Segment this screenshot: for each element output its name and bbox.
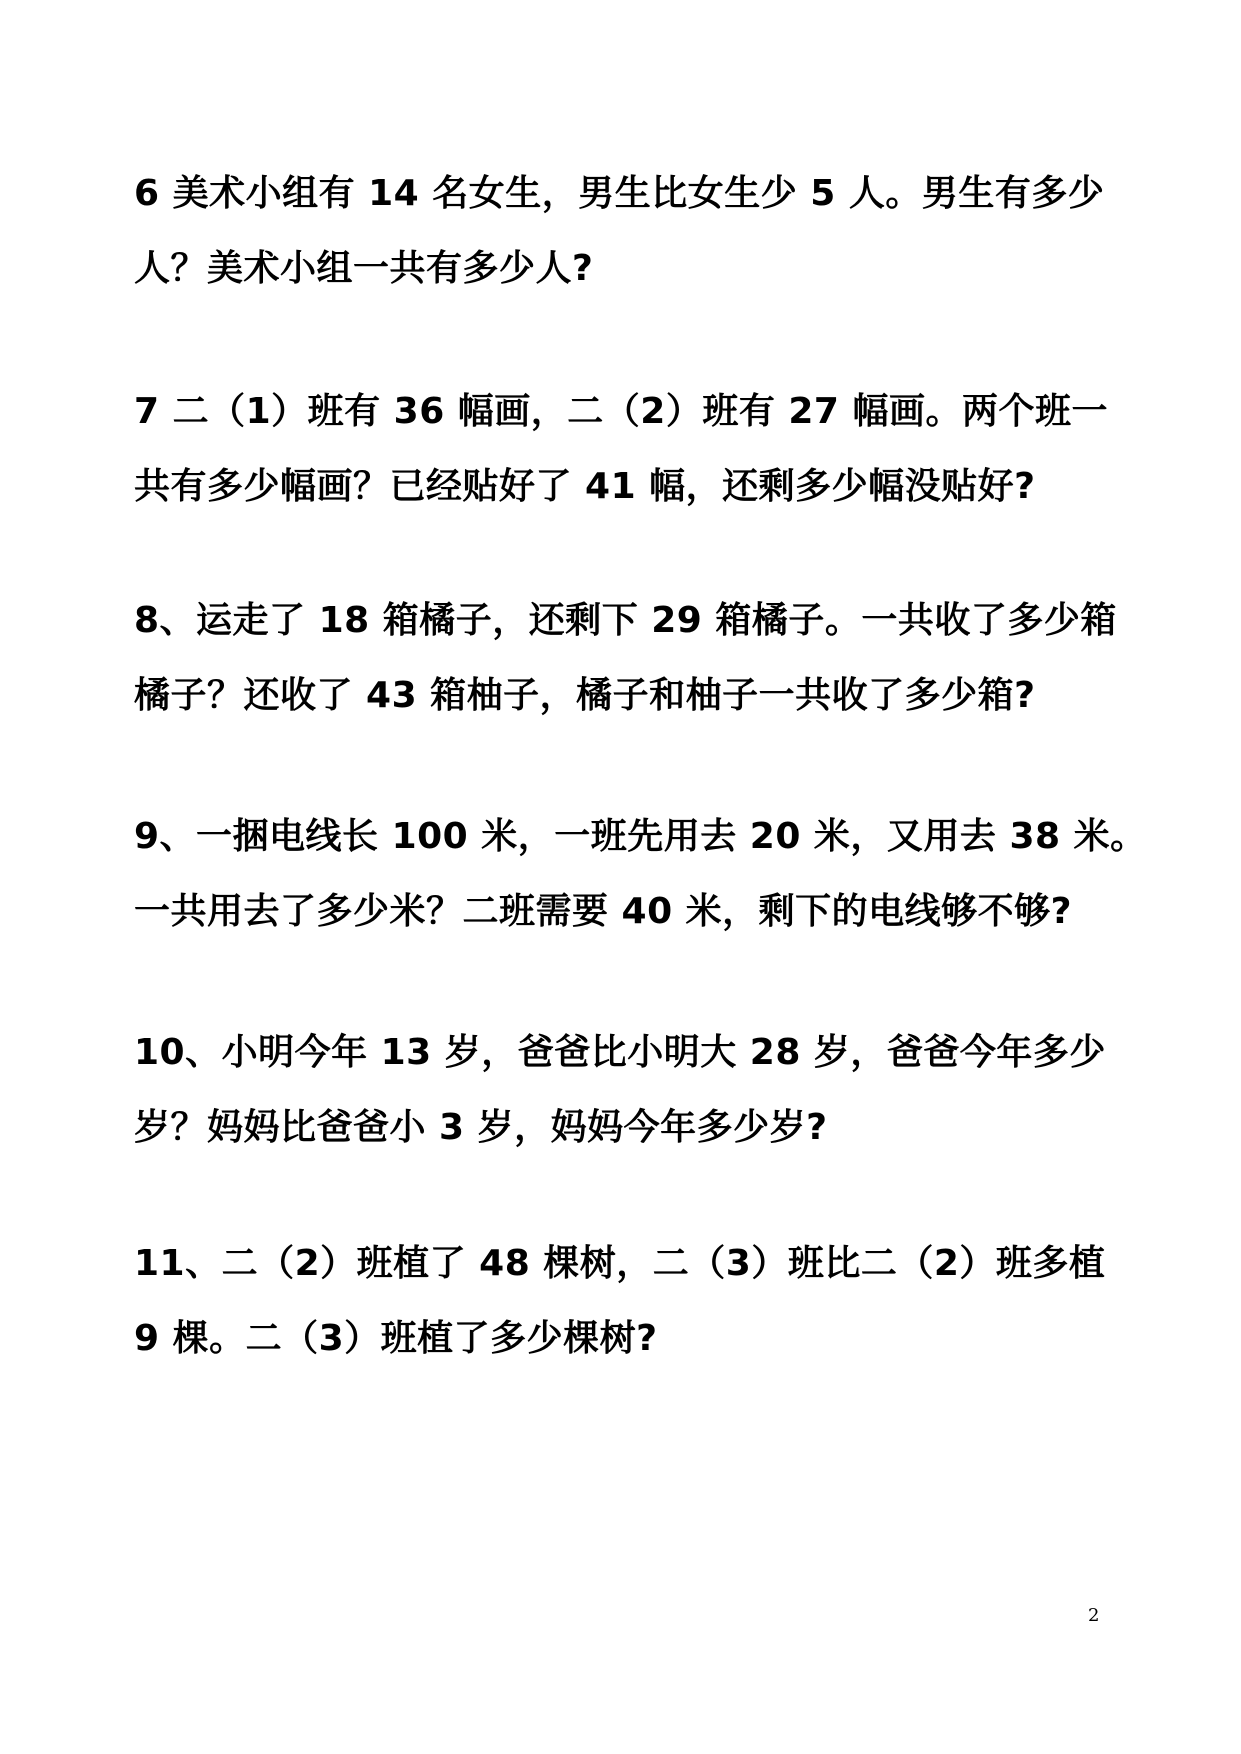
- question-11-line-1: 11、二（2）班植了 48 棵树，二（3）班比二（2）班多植: [134, 1243, 1106, 1284]
- question-7-line-2: 共有多少幅画？已经贴好了 41 幅，还剩多少幅没贴好?: [134, 466, 1036, 507]
- question-8-line-1: 8、运走了 18 箱橘子，还剩下 29 箱橘子。一共收了多少箱: [134, 600, 1117, 641]
- question-11-line-2: 9 棵。二（3）班植了多少棵树?: [134, 1318, 658, 1359]
- question-10-line-2: 岁？妈妈比爸爸小 3 岁，妈妈今年多少岁?: [134, 1107, 828, 1148]
- question-7-line-1: 7 二（1）班有 36 幅画，二（2）班有 27 幅画。两个班一: [134, 391, 1109, 432]
- question-9-line-1: 9、一捆电线长 100 米，一班先用去 20 米，又用去 38 米。: [134, 816, 1147, 857]
- question-6-line-1: 6 美术小组有 14 名女生，男生比女生少 5 人。男生有多少: [134, 173, 1105, 214]
- question-8-line-2: 橘子？还收了 43 箱柚子，橘子和柚子一共收了多少箱?: [134, 675, 1036, 716]
- question-10-line-1: 10、小明今年 13 岁，爸爸比小明大 28 岁，爸爸今年多少: [134, 1032, 1106, 1073]
- question-9-line-2: 一共用去了多少米？二班需要 40 米，剩下的电线够不够?: [134, 891, 1073, 932]
- page-number: 2: [1088, 1605, 1100, 1626]
- question-6-line-2: 人？美术小组一共有多少人?: [134, 248, 594, 289]
